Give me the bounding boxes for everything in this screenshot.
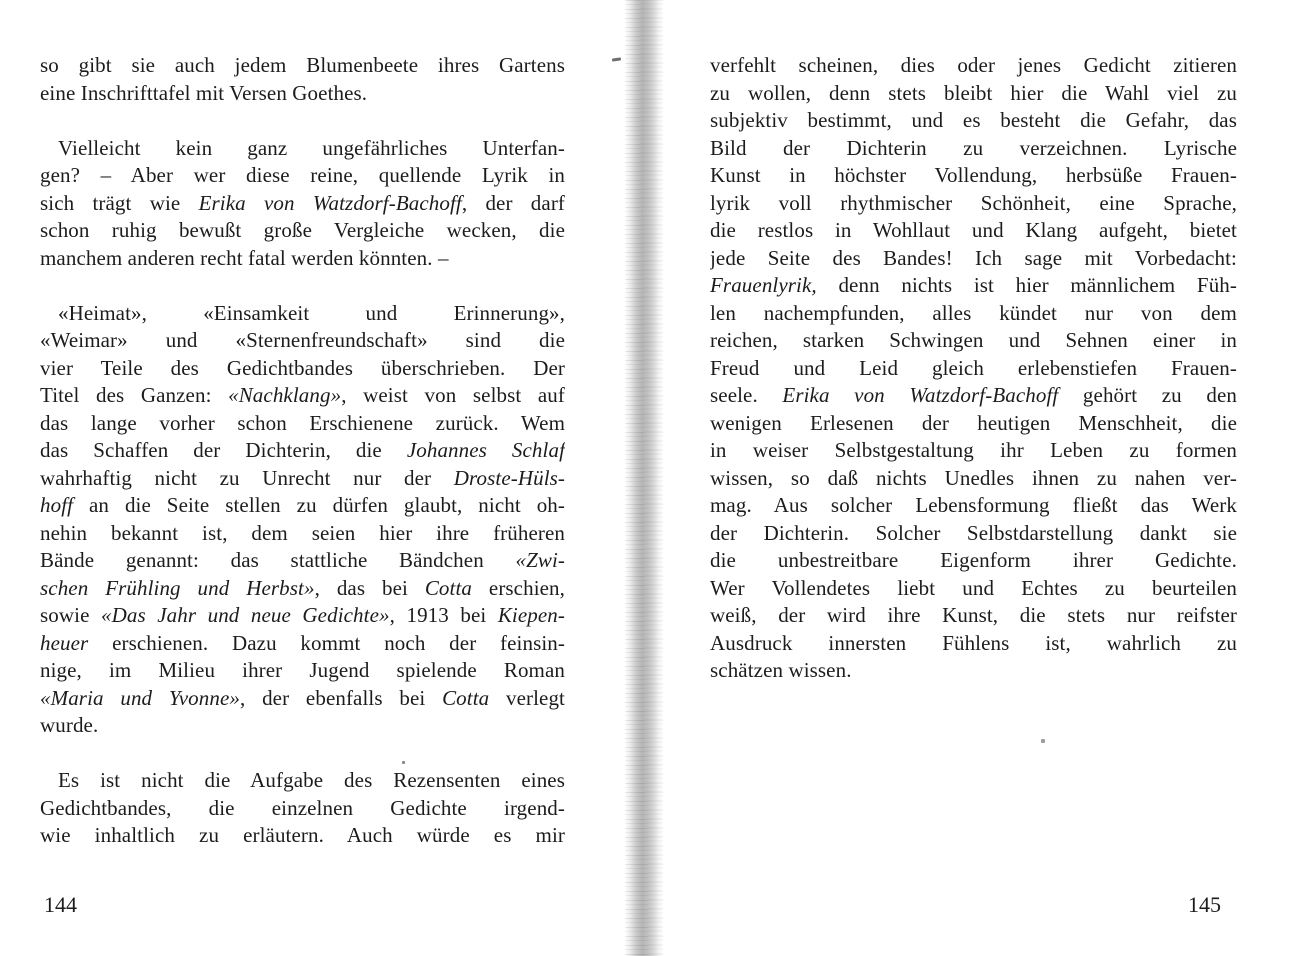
text-segment: zu wollen, denn stets bleibt hier die Wahl viel zu: [710, 80, 1237, 105]
text-segment: reichen, starken Schwingen und Sehnen einer in: [710, 328, 1237, 352]
text-segment: , der ebenfalls bei: [239, 685, 443, 710]
text-line: [40, 712, 565, 740]
text-segment: der Dichterin. Solcher Selbstdarstellung dankt sie: [710, 520, 1237, 545]
text-line: [40, 327, 565, 355]
text-segment: , der darf: [461, 190, 565, 215]
text-segment: schon ruhig bewußt große Vergleiche wecken, die: [40, 218, 565, 242]
text-segment: sowie: [40, 603, 101, 627]
text-segment: len nachempfunden, alles kündet nur von dem: [710, 300, 1237, 325]
text-line: [40, 437, 565, 465]
text-segment: , 1913 bei: [389, 603, 498, 627]
text-line: [710, 355, 1237, 383]
text-segment: gehört zu den: [1058, 383, 1237, 407]
text-line: [40, 575, 565, 603]
text-line: [40, 767, 565, 795]
text-segment: Kunst in höchster Vollendung, herbsüße Frauen-: [710, 163, 1237, 187]
left-page-number: 144: [44, 892, 77, 917]
text-segment: , das bei: [314, 575, 425, 600]
text-segment: wenigen Erlesenen der heutigen Menschheit, die: [710, 410, 1237, 435]
text-segment: das lange vorher schon Erschienene zurück. Wem: [40, 410, 565, 435]
text-segment: «Weimar» und «Sternenfreundschaft» sind die: [40, 328, 565, 352]
scan-artifact-speck: [612, 57, 621, 61]
text-line: [710, 52, 1237, 80]
text-segment: weiß, der wird ihre Kunst, die stets nur reifster: [710, 603, 1237, 627]
text-line: [710, 575, 1237, 603]
text-segment: in weiser Selbstgestaltung ihr Leben zu formen: [710, 438, 1237, 462]
text-segment: Vielleicht kein ganz ungefährliches Unterfan-: [58, 135, 565, 160]
text-line: [710, 217, 1237, 245]
text-line: [40, 245, 565, 273]
text-segment: gen? – Aber wer diese reine, quellende Lyrik in: [40, 163, 565, 187]
text-segment: , weist von selbst auf: [341, 383, 565, 407]
italic-text-segment: Johannes Schlaf: [406, 438, 565, 462]
italic-text-segment: hoff: [40, 493, 74, 517]
text-segment: jede Seite des Bandes! Ich sage mit Vorbedacht:: [710, 245, 1237, 270]
right-page-number: 145: [1188, 892, 1221, 917]
text-line: [710, 190, 1237, 218]
text-segment: «Heimat», «Einsamkeit und Erinnerung»,: [58, 300, 565, 325]
text-line: [40, 190, 565, 218]
text-segment: manchem anderen recht fatal werden könnten. –: [40, 245, 449, 270]
text-segment: erschien,: [472, 575, 565, 600]
text-segment: wie inhaltlich zu erläutern. Auch würde es mir: [40, 823, 565, 847]
text-segment: die unbestreitbare Eigenform ihrer Gedichte.: [710, 548, 1237, 572]
text-line: [40, 355, 565, 383]
italic-text-segment: Kiepen-: [497, 603, 565, 627]
text-segment: sich trägt wie: [40, 190, 199, 215]
scan-artifact-speck: [1041, 739, 1045, 743]
italic-text-segment: Cotta: [424, 575, 473, 600]
text-line: [40, 492, 565, 520]
text-segment: Ausdruck innersten Fühlens ist, wahrlich zu: [710, 630, 1237, 655]
text-segment: Bild der Dichterin zu verzeichnen. Lyrische: [710, 135, 1237, 160]
italic-text-segment: «Zwi-: [515, 548, 565, 572]
italic-text-segment: schen Frühling und Herbst»: [40, 575, 315, 600]
text-line: [40, 410, 565, 438]
text-line: [40, 465, 565, 493]
text-line: [710, 327, 1237, 355]
italic-text-segment: Erika von Watzdorf-Bachoff: [198, 190, 462, 215]
left-page-text: [40, 52, 565, 850]
text-segment: lyrik voll rhythmischer Schönheit, eine Sprache,: [710, 190, 1237, 215]
text-line: [40, 300, 565, 328]
text-segment: Titel des Ganzen:: [40, 383, 229, 407]
italic-text-segment: heuer: [40, 630, 89, 655]
right-page-text: [710, 52, 1237, 685]
text-line: [710, 602, 1237, 630]
text-line: [710, 520, 1237, 548]
italic-text-segment: Erika von Watzdorf-Bachoff: [782, 383, 1059, 407]
text-segment: seele.: [710, 383, 783, 407]
text-segment: subjektiv bestimmt, und es besteht die Gefahr, das: [710, 108, 1237, 132]
text-line: [710, 300, 1237, 328]
text-segment: wissen, so daß nichts Unedles ihnen zu nahen ver-: [710, 465, 1237, 490]
paragraph: [40, 767, 565, 850]
text-segment: verfehlt scheinen, dies oder jenes Gedicht zitieren: [710, 53, 1237, 77]
paragraph: [40, 52, 565, 107]
text-segment: Wer Vollendetes liebt und Echtes zu beurteilen: [710, 575, 1237, 600]
italic-text-segment: «Das Jahr und neue Gedichte»: [100, 603, 390, 627]
text-segment: Bände genannt: das stattliche Bändchen: [40, 548, 516, 572]
book-gutter-shadow: [625, 0, 663, 956]
text-line: [710, 657, 1237, 685]
text-line: [710, 245, 1237, 273]
text-line: [710, 162, 1237, 190]
text-segment: schätzen wissen.: [710, 658, 852, 682]
text-line: [40, 162, 565, 190]
text-segment: das Schaffen der Dichterin, die: [40, 438, 407, 462]
paragraph: [40, 300, 565, 740]
italic-text-segment: Frauenlyrik,: [710, 273, 817, 297]
italic-text-segment: «Maria und Yvonne»: [40, 685, 240, 710]
text-line: [710, 437, 1237, 465]
text-line: [40, 217, 565, 245]
text-segment: Freud und Leid gleich erlebenstiefen Frauen-: [710, 355, 1237, 380]
paragraph: [710, 52, 1237, 685]
text-line: [40, 822, 565, 850]
text-line: [710, 630, 1237, 658]
text-line: [40, 52, 565, 80]
text-line: [40, 80, 565, 108]
text-line: [40, 685, 565, 713]
text-segment: erschienen. Dazu kommt noch der feinsin-: [88, 630, 565, 655]
text-segment: denn nichts ist hier männlichem Füh-: [816, 273, 1237, 297]
text-line: [40, 602, 565, 630]
paragraph: [40, 135, 565, 273]
scan-artifact-speck: [402, 761, 405, 764]
text-line: [40, 657, 565, 685]
text-line: [40, 135, 565, 163]
text-segment: wahrhaftig nicht zu Unrecht nur der: [40, 465, 454, 490]
text-segment: Gedichtbandes, die einzelnen Gedichte irgend-: [40, 795, 565, 820]
text-segment: wurde.: [40, 713, 99, 737]
text-segment: eine Inschrifttafel mit Versen Goethes.: [40, 80, 368, 105]
text-segment: an die Seite stellen zu dürfen glaubt, nicht oh-: [73, 493, 565, 517]
italic-text-segment: Cotta: [442, 685, 490, 710]
text-segment: die restlos in Wohllaut und Klang aufgeht, bietet: [710, 218, 1237, 242]
text-segment: Es ist nicht die Aufgabe des Rezensenten eines: [58, 768, 565, 792]
text-segment: verlegt: [489, 685, 565, 710]
text-line: [710, 492, 1237, 520]
text-line: [710, 135, 1237, 163]
text-line: [40, 547, 565, 575]
text-line: [710, 107, 1237, 135]
text-line: [40, 795, 565, 823]
text-segment: mag. Aus solcher Lebensformung fließt das Werk: [710, 493, 1237, 517]
text-line: [40, 520, 565, 548]
text-segment: nehin bekannt ist, dem seien hier ihre früheren: [40, 520, 565, 545]
text-line: [710, 272, 1237, 300]
text-line: [710, 547, 1237, 575]
text-line: [710, 80, 1237, 108]
text-line: [710, 465, 1237, 493]
text-segment: nige, im Milieu ihrer Jugend spielende Roman: [40, 658, 565, 682]
text-line: [710, 410, 1237, 438]
text-segment: so gibt sie auch jedem Blumenbeete ihres Gartens: [40, 53, 565, 77]
italic-text-segment: Droste-Hüls-: [453, 465, 565, 490]
text-line: [40, 382, 565, 410]
text-segment: vier Teile des Gedichtbandes überschrieben. Der: [40, 355, 565, 380]
text-line: [40, 630, 565, 658]
italic-text-segment: «Nachklang»: [228, 383, 342, 407]
text-line: [710, 382, 1237, 410]
